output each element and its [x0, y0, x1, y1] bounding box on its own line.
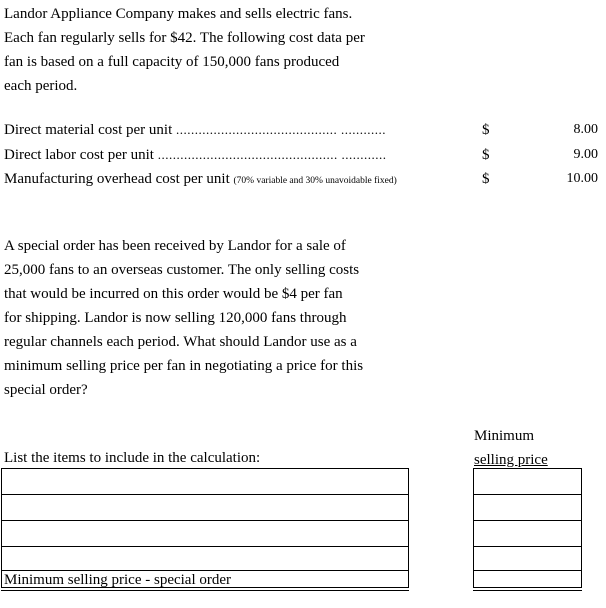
- minimum-selling-price-heading: [474, 424, 548, 472]
- cost-label: Manufacturing overhead cost per unit: [4, 171, 230, 187]
- cost-value: 10.00: [566, 171, 598, 186]
- price-input-cell[interactable]: [474, 469, 581, 495]
- total-price-underline: [473, 590, 582, 591]
- cost-row-manufacturing-overhead: [4, 167, 598, 191]
- dollar-sign: $: [482, 147, 490, 163]
- dollar-sign: $: [482, 171, 490, 187]
- cost-value: 8.00: [573, 122, 598, 137]
- heading-line-1: Minimum: [474, 428, 535, 444]
- dollar-sign: $: [482, 122, 490, 138]
- cost-row-direct-labor: [4, 143, 598, 167]
- special-line: for shipping. Landor is now selling 120,000 fans through: [4, 310, 347, 326]
- item-input-row[interactable]: [2, 495, 408, 521]
- item-input-row[interactable]: [2, 521, 408, 547]
- special-line: that would be incurred on this order would be $4 per fan: [4, 286, 343, 302]
- intro-line: each period.: [4, 78, 78, 94]
- cost-label: Direct material cost per unit: [4, 122, 173, 138]
- special-line: A special order has been received by Landor for a sale of: [4, 238, 346, 254]
- minimum-selling-price-label: Minimum selling price - special order: [4, 572, 232, 588]
- special-order-paragraph: [4, 234, 363, 402]
- intro-line: Landor Appliance Company makes and sells electric fans.: [4, 6, 353, 22]
- special-line: 25,000 fans to an overseas customer. The only selling costs: [4, 262, 360, 278]
- intro-paragraph: [4, 2, 365, 98]
- cost-label: Direct labor cost per unit: [4, 147, 154, 163]
- price-input-cell[interactable]: [474, 547, 581, 571]
- cost-value: 9.00: [573, 147, 598, 162]
- intro-line: Each fan regularly sells for $42. The following cost data per: [4, 30, 365, 46]
- list-items-label: List the items to include in the calculation:: [4, 450, 261, 466]
- special-line: minimum selling price per fan in negotiating a price for this: [4, 358, 364, 374]
- cost-row-direct-material: [4, 118, 598, 142]
- overhead-note: (70% variable and 30% unavoidable fixed): [233, 176, 397, 186]
- special-line: regular channels each period. What should Landor use as a: [4, 334, 357, 350]
- item-input-row[interactable]: [2, 469, 408, 495]
- heading-line-2: selling price: [474, 452, 548, 468]
- price-input-cell[interactable]: [474, 495, 581, 521]
- price-input-column: [473, 468, 582, 588]
- special-line: special order?: [4, 382, 88, 398]
- dot-leader: ........................................... ............: [176, 122, 387, 137]
- dot-leader: ................................................ ............: [157, 147, 387, 162]
- total-price-cell[interactable]: [474, 571, 581, 589]
- price-input-cell[interactable]: [474, 521, 581, 547]
- intro-line: fan is based on a full capacity of 150,000 fans produced: [4, 54, 340, 70]
- final-row-underline: [1, 590, 409, 591]
